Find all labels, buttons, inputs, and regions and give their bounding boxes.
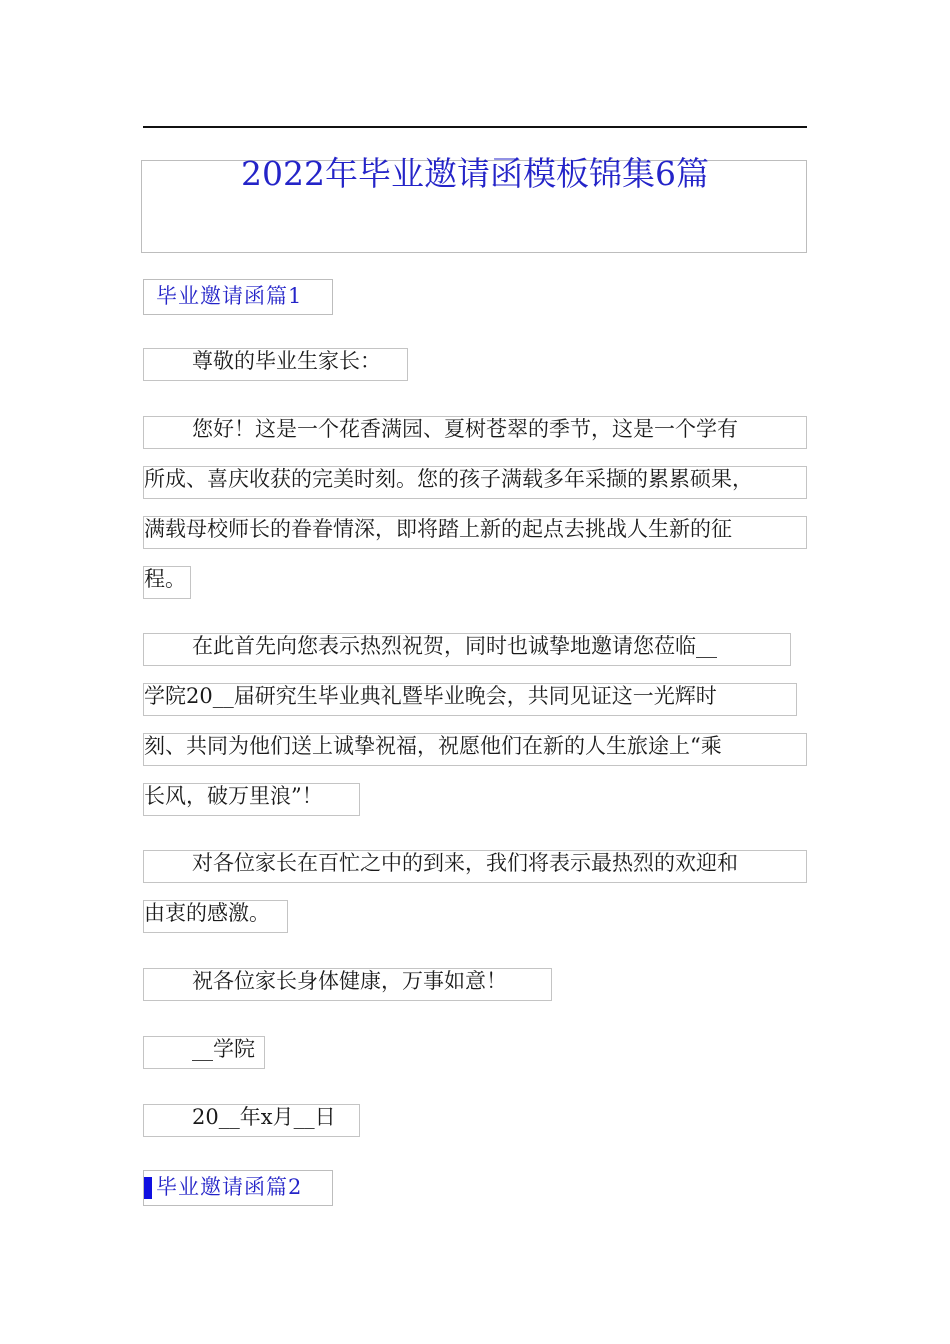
text-cursor-marker	[144, 1177, 152, 1199]
paragraph-1-line-2: 所成、喜庆收获的完美时刻。您的孩子满载多年采撷的累累硕果，	[143, 466, 807, 499]
section-heading-1: 毕业邀请函篇1	[143, 279, 333, 315]
top-rule	[143, 126, 807, 128]
paragraph-1-line-1: 您好！这是一个花香满园、夏树苍翠的季节，这是一个学有	[143, 416, 807, 449]
paragraph-2-line-4: 长风，破万里浪”！	[143, 783, 360, 816]
paragraph-2-line-2: 学院20__届研究生毕业典礼暨毕业晚会，共同见证这一光辉时	[143, 683, 797, 716]
document-title: 2022年毕业邀请函模板锦集6篇	[241, 154, 709, 193]
closing-wish: 祝各位家长身体健康，万事如意！	[143, 968, 552, 1001]
section-heading-2: 毕业邀请函篇2	[143, 1170, 333, 1206]
date-line: 20__年x月__日	[143, 1104, 360, 1137]
paragraph-1-line-3: 满载母校师长的眷眷情深，即将踏上新的起点去挑战人生新的征	[143, 516, 807, 549]
paragraph-3-line-2: 由衷的感激。	[143, 900, 288, 933]
signature: __学院	[143, 1036, 265, 1069]
salutation: 尊敬的毕业生家长：	[143, 348, 408, 381]
paragraph-2-line-3: 刻、共同为他们送上诚挚祝福，祝愿他们在新的人生旅途上“乘	[143, 733, 807, 766]
paragraph-2-line-1: 在此首先向您表示热烈祝贺，同时也诚挚地邀请您莅临__	[143, 633, 791, 666]
paragraph-3-line-1: 对各位家长在百忙之中的到来，我们将表示最热烈的欢迎和	[143, 850, 807, 883]
paragraph-1-line-4: 程。	[143, 566, 191, 599]
